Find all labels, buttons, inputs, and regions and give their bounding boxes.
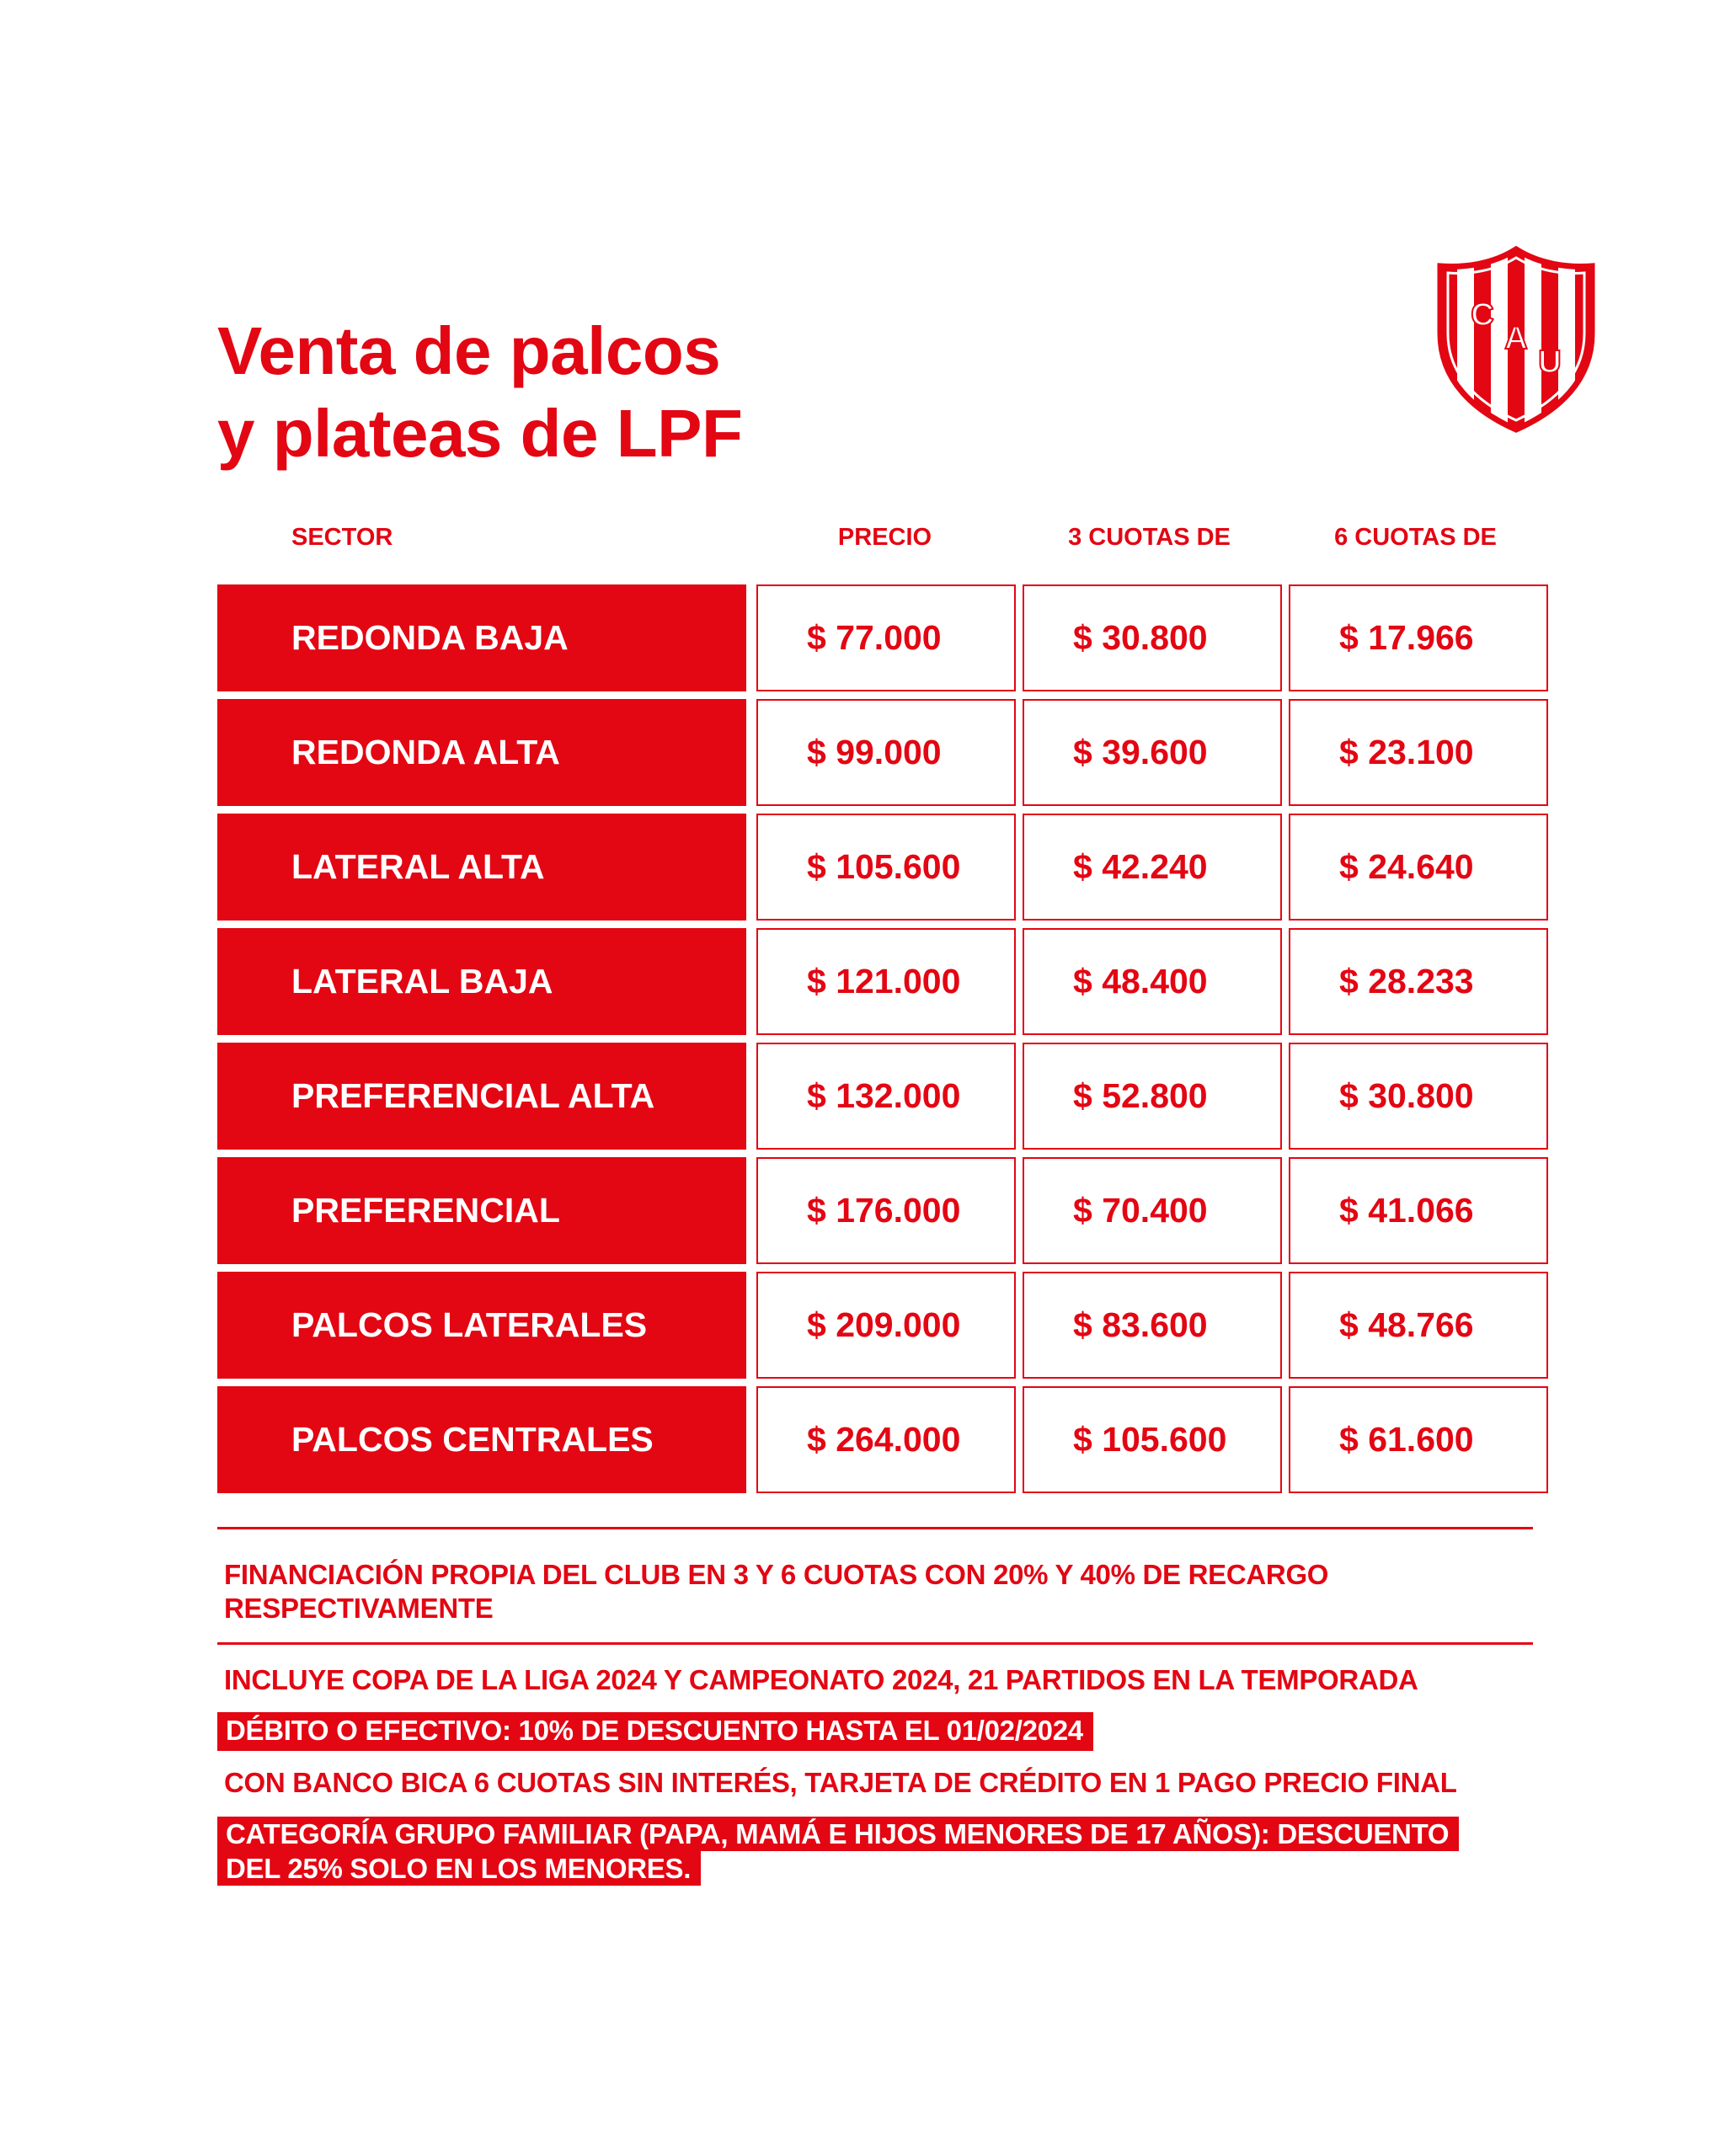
crest-letter-c: C (1471, 297, 1494, 333)
cuotas3-cell: $ 70.400 (1023, 1157, 1282, 1264)
familiar-note-line-2: DEL 25% SOLO EN LOS MENORES. (217, 1851, 701, 1886)
table-row (217, 814, 1548, 921)
sector-cell: REDONDA BAJA (217, 584, 746, 691)
cuotas3-cell: $ 42.240 (1023, 814, 1282, 921)
price-table (217, 584, 1548, 1501)
table-row (217, 584, 1548, 691)
crest-letter-a: A (1504, 321, 1528, 356)
financiacion-note (224, 1558, 1328, 1625)
cuotas6-cell: $ 48.766 (1289, 1272, 1548, 1379)
familiar-note-line-1: CATEGORÍA GRUPO FAMILIAR (PAPA, MAMÁ E HIJOS MENORES DE 17 AÑOS): DESCUENTO (217, 1817, 1459, 1851)
sector-cell: REDONDA ALTA (217, 699, 746, 806)
sector-cell: PALCOS LATERALES (217, 1272, 746, 1379)
cuotas6-cell: $ 41.066 (1289, 1157, 1548, 1264)
cuotas3-cell: $ 39.600 (1023, 699, 1282, 806)
table-row (217, 1272, 1548, 1379)
sector-cell: LATERAL BAJA (217, 928, 746, 1035)
cuotas6-cell: $ 24.640 (1289, 814, 1548, 921)
page-title (217, 310, 742, 475)
precio-cell: $ 77.000 (756, 584, 1016, 691)
banco-note: CON BANCO BICA 6 CUOTAS SIN INTERÉS, TARJETA DE CRÉDITO EN 1 PAGO PRECIO FINAL (224, 1767, 1457, 1798)
financiacion-note-line-2: RESPECTIVAMENTE (224, 1593, 494, 1624)
sector-cell: PREFERENCIAL (217, 1157, 746, 1264)
cuotas3-cell: $ 30.800 (1023, 584, 1282, 691)
table-row (217, 928, 1548, 1035)
table-row (217, 1043, 1548, 1150)
table-row (217, 1157, 1548, 1264)
precio-cell: $ 99.000 (756, 699, 1016, 806)
club-crest-logo (1432, 246, 1600, 433)
title-line-2: y plateas de LPF (217, 396, 743, 471)
cuotas6-cell: $ 23.100 (1289, 699, 1548, 806)
crest-letter-u: U (1538, 344, 1562, 380)
precio-cell: $ 176.000 (756, 1157, 1016, 1264)
precio-cell: $ 105.600 (756, 814, 1016, 921)
cuotas3-cell: $ 83.600 (1023, 1272, 1282, 1379)
cuotas6-cell: $ 61.600 (1289, 1386, 1548, 1493)
table-row (217, 1386, 1548, 1493)
column-header-6-cuotas: 6 CUOTAS DE (1334, 524, 1497, 551)
incluye-note: INCLUYE COPA DE LA LIGA 2024 Y CAMPEONATO 2024, 21 PARTIDOS EN LA TEMPORADA (224, 1664, 1418, 1695)
column-header-3-cuotas: 3 CUOTAS DE (1068, 524, 1231, 551)
cuotas6-cell: $ 17.966 (1289, 584, 1548, 691)
title-line-1: Venta de palcos (217, 313, 721, 388)
sector-cell: PALCOS CENTRALES (217, 1386, 746, 1493)
cuotas6-cell: $ 28.233 (1289, 928, 1548, 1035)
cuotas3-cell: $ 105.600 (1023, 1386, 1282, 1493)
divider (217, 1527, 1533, 1529)
familiar-note (217, 1817, 1459, 1886)
cuotas6-cell: $ 30.800 (1289, 1043, 1548, 1150)
precio-cell: $ 132.000 (756, 1043, 1016, 1150)
cuotas3-cell: $ 48.400 (1023, 928, 1282, 1035)
column-header-sector: SECTOR (291, 524, 393, 551)
sector-cell: PREFERENCIAL ALTA (217, 1043, 746, 1150)
table-row (217, 699, 1548, 806)
precio-cell: $ 264.000 (756, 1386, 1016, 1493)
precio-cell: $ 209.000 (756, 1272, 1016, 1379)
precio-cell: $ 121.000 (756, 928, 1016, 1035)
cuotas3-cell: $ 52.800 (1023, 1043, 1282, 1150)
debito-note: DÉBITO O EFECTIVO: 10% DE DESCUENTO HASTA EL 01/02/2024 (217, 1712, 1093, 1751)
divider (217, 1642, 1533, 1645)
financiacion-note-line-1: FINANCIACIÓN PROPIA DEL CLUB EN 3 Y 6 CUOTAS CON 20% Y 40% DE RECARGO (224, 1559, 1329, 1590)
column-header-precio: PRECIO (837, 524, 932, 551)
sector-cell: LATERAL ALTA (217, 814, 746, 921)
